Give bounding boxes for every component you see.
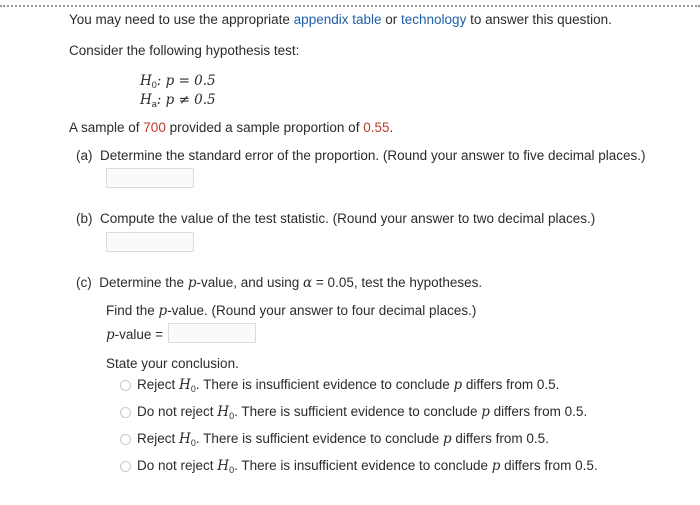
standard-error-input[interactable] xyxy=(106,168,194,188)
radio-button[interactable] xyxy=(120,380,131,391)
alternative-hypothesis: $H_a$: p ≠ 0.5 xyxy=(140,92,216,109)
consider-text: Consider the following hypothesis test: xyxy=(69,43,300,58)
radio-button[interactable] xyxy=(120,407,131,418)
sample-text: A sample of 700 provided a sample proportion of 0.55. xyxy=(69,120,394,135)
conclusion-option-3[interactable]: Reject $H_0$. There is sufficient evidence to conclude p differs from 0.5. xyxy=(120,431,549,448)
pvalue-label: p-value = xyxy=(106,327,164,343)
part-c-question: (c) Determine the p-value, and using α = 0.05, test the hypotheses. xyxy=(76,275,483,291)
find-pvalue-text: Find the p-value. (Round your answer to four decimal places.) xyxy=(106,303,477,319)
null-hypothesis: $H_0$: p = 0.5 xyxy=(140,73,216,90)
part-b-question: (b) Compute the value of the test statistic. (Round your answer to two decimal places.) xyxy=(76,211,596,226)
part-a-question: (a) Determine the standard error of the proportion. (Round your answer to five decimal places.) xyxy=(76,148,646,163)
test-statistic-input[interactable] xyxy=(106,232,194,252)
top-border xyxy=(0,5,700,7)
intro-text: You may need to use the appropriate appendix table or technology to answer this question. xyxy=(69,12,612,27)
part-b-label: (b) xyxy=(76,211,93,226)
sample-size: 700 xyxy=(143,120,166,135)
conclusion-label: State your conclusion. xyxy=(106,356,239,371)
conclusion-option-2[interactable]: Do not reject $H_0$. There is sufficient evidence to conclude p differs from 0.5. xyxy=(120,404,587,421)
part-c-label: (c) xyxy=(76,275,92,290)
appendix-table-link[interactable]: appendix table xyxy=(293,12,382,27)
conclusion-option-1[interactable]: Reject $H_0$. There is insufficient evidence to conclude p differs from 0.5. xyxy=(120,377,559,394)
radio-button[interactable] xyxy=(120,461,131,472)
sample-proportion: 0.55 xyxy=(363,120,390,135)
part-a-label: (a) xyxy=(76,148,93,163)
radio-button[interactable] xyxy=(120,434,131,445)
technology-link[interactable]: technology xyxy=(401,12,467,27)
pvalue-input[interactable] xyxy=(168,323,256,343)
conclusion-option-4[interactable]: Do not reject $H_0$. There is insufficient evidence to conclude p differs from 0.5. xyxy=(120,458,598,475)
